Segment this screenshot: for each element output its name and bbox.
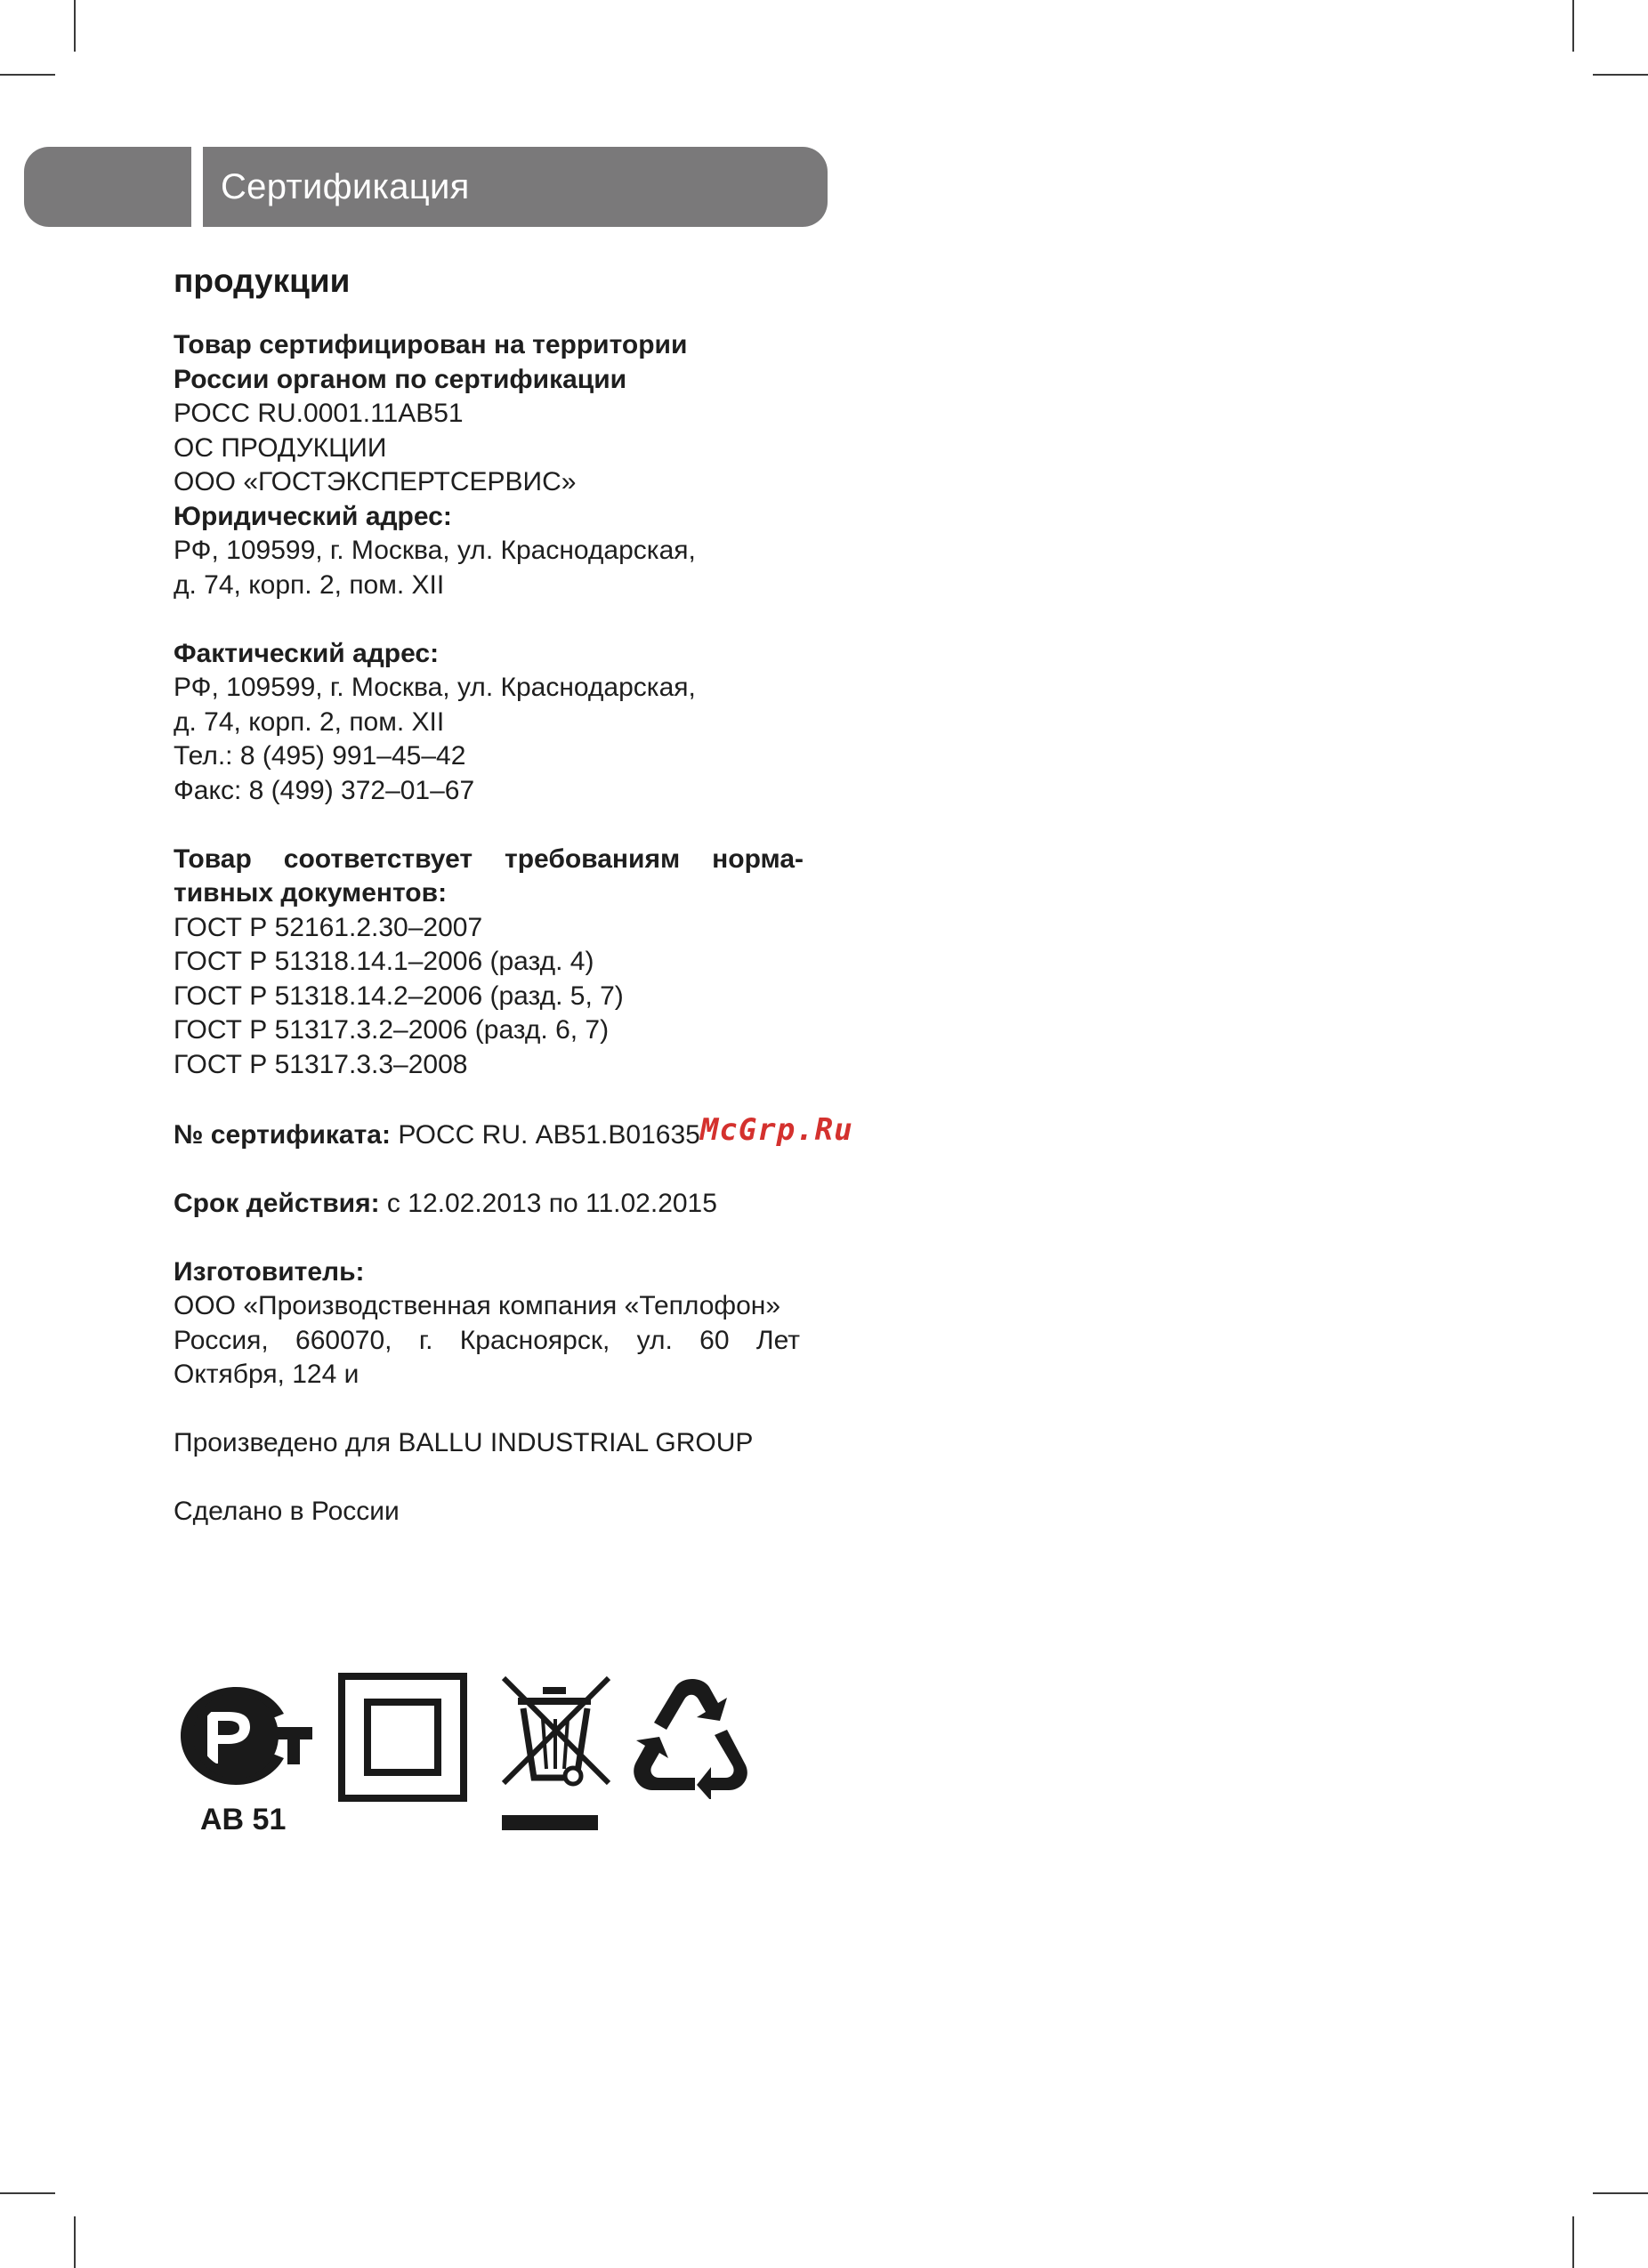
produced-for: Произведено для BALLU INDUSTRIAL GROUP <box>174 1428 754 1457</box>
standard-item: ГОСТ Р 52161.2.30–2007 <box>174 912 483 942</box>
crop-mark <box>1572 0 1574 52</box>
actual-address-label: Фактический адрес: <box>174 638 440 668</box>
fax-number: Факс: 8 (499) 372–01–67 <box>174 775 475 805</box>
recycle-icon <box>627 1675 756 1799</box>
actual-address-block <box>174 637 814 809</box>
certification-content <box>174 260 853 1529</box>
crop-mark <box>1593 74 1648 76</box>
crop-mark <box>1572 2216 1574 2268</box>
certificate-value: РОСС RU. АВ51.В01635 <box>390 1119 700 1150</box>
manufacturer-block <box>174 1255 800 1392</box>
certificate-number <box>174 1111 853 1153</box>
cert-body-company: ООО «ГОСТЭКСПЕРТСЕРВИС» <box>174 467 577 496</box>
made-in: Сделано в России <box>174 1497 400 1526</box>
manufacturer-address: Россия, 660070, г. Красноярск, ул. 60 Лет <box>174 1325 800 1355</box>
crop-mark <box>74 2216 76 2268</box>
validity-value: с 12.02.2013 по 11.02.2015 <box>379 1188 717 1218</box>
watermark-link[interactable]: McGrp.Ru <box>699 1111 853 1148</box>
certificate-label: № сертификата: <box>174 1119 391 1150</box>
standards-heading: тивных документов: <box>174 878 448 908</box>
cert-body-heading: Товар сертифицирован на территории <box>174 330 688 359</box>
phone-number: Тел.: 8 (495) 991–45–42 <box>174 741 466 771</box>
crop-mark <box>74 0 76 52</box>
standards-block <box>174 843 804 1083</box>
page-subtitle: продукции <box>174 262 351 299</box>
crop-mark <box>0 2192 55 2194</box>
section-title: Сертификация <box>221 166 470 206</box>
header-tab-marker <box>24 147 191 227</box>
cert-body-heading: России органом по сертификации <box>174 364 627 394</box>
legal-address-line: д. 74, корп. 2, пом. XII <box>174 569 445 600</box>
cert-body-block <box>174 328 814 602</box>
legal-address-label: Юридический адрес: <box>174 501 452 531</box>
crossed-bin-icon <box>498 1673 614 1837</box>
standard-item: ГОСТ Р 51317.3.3–2008 <box>174 1049 468 1079</box>
pct-code: AB 51 <box>200 1803 287 1836</box>
validity-period <box>174 1187 814 1222</box>
actual-address-line: д. 74, корп. 2, пом. XII <box>174 706 445 737</box>
standard-item: ГОСТ Р 51318.14.2–2006 (разд. 5, 7) <box>174 981 624 1011</box>
certification-marks <box>174 1673 761 1842</box>
standard-item: ГОСТ Р 51317.3.2–2006 (разд. 6, 7) <box>174 1015 610 1045</box>
cert-body-code: РОСС RU.0001.11АВ51 <box>174 399 464 428</box>
section-header <box>203 147 828 227</box>
cert-body-name: ОС ПРОДУКЦИИ <box>174 432 387 463</box>
manufacturer-label: Изготовитель: <box>174 1256 365 1287</box>
actual-address-line: РФ, 109599, г. Москва, ул. Краснодарская, <box>174 673 696 702</box>
standard-item: ГОСТ Р 51318.14.1–2006 (разд. 4) <box>174 947 594 976</box>
pct-mark-icon <box>174 1678 316 1794</box>
manufacturer-address: Октября, 124 и <box>174 1360 359 1389</box>
standards-heading: Товар соответствует требованиям норма- <box>174 843 804 874</box>
crop-mark <box>0 74 55 76</box>
double-insulation-icon <box>338 1673 467 1802</box>
validity-label: Срок действия: <box>174 1188 380 1218</box>
crop-mark <box>1593 2192 1648 2194</box>
legal-address-line: РФ, 109599, г. Москва, ул. Краснодарская, <box>174 536 696 565</box>
manufacturer-name: ООО «Производственная компания «Теплофон» <box>174 1291 781 1320</box>
